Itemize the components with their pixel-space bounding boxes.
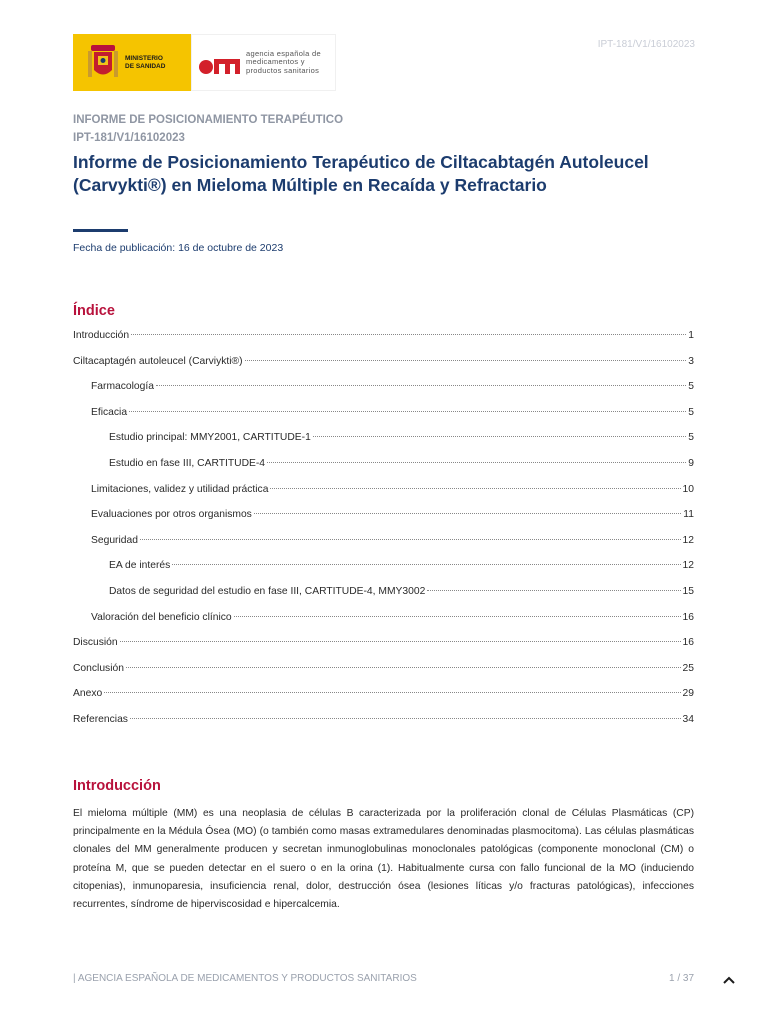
report-type: INFORME DE POSICIONAMIENTO TERAPÉUTICO <box>73 114 344 126</box>
toc-item-label: Referencias <box>73 713 128 725</box>
toc-leader-dots <box>120 641 681 642</box>
toc-item[interactable] <box>73 458 694 484</box>
toc-item-label: Seguridad <box>91 534 138 546</box>
toc-item-page: 29 <box>682 688 694 700</box>
toc-item-page: 16 <box>682 611 694 623</box>
toc-item-page: 15 <box>682 585 694 597</box>
footer-agency: | AGENCIA ESPAÑOLA DE MEDICAMENTOS Y PRODUCTOS SANITARIOS <box>73 973 417 984</box>
toc-leader-dots <box>104 692 680 693</box>
coat-of-arms-icon <box>87 43 119 83</box>
toc-item[interactable] <box>73 407 694 433</box>
toc-item-label: Eficacia <box>91 406 128 418</box>
toc-item[interactable] <box>73 637 694 663</box>
toc-leader-dots <box>129 411 686 412</box>
toc-item-label: Introducción <box>73 330 130 341</box>
toc-item-page: 25 <box>682 662 694 674</box>
ministerio-logo <box>73 34 191 91</box>
toc-item-label: Discusión <box>73 637 118 649</box>
publication-date: Fecha de publicación: 16 de octubre de 2023 <box>73 242 284 254</box>
toc-leader-dots <box>234 616 681 617</box>
toc-item-label: Evaluaciones por otros organismos <box>91 509 252 521</box>
toc-item-page: 11 <box>683 509 694 521</box>
aemps-am-icon <box>198 49 242 77</box>
toc-item[interactable] <box>73 484 694 510</box>
toc-item[interactable] <box>73 535 694 561</box>
toc-item-label: Datos de seguridad del estudio en fase III, CARTITUDE-4, MMY3002 <box>109 585 426 597</box>
toc-leader-dots <box>313 436 686 437</box>
agency-line-3: productos sanitarios <box>246 65 320 75</box>
toc-item-label: Conclusión <box>73 662 124 674</box>
toc-item[interactable] <box>73 330 694 356</box>
toc-item-page: 1 <box>688 330 694 341</box>
toc-leader-dots <box>156 385 686 386</box>
toc-leader-dots <box>427 590 680 591</box>
toc-item-page: 5 <box>688 406 694 418</box>
doc-ref-top: IPT-181/V1/16102023 <box>597 39 695 50</box>
toc-item-label: Estudio en fase III, CARTITUDE-4 <box>109 457 266 469</box>
toc-item[interactable] <box>73 586 694 612</box>
toc-item-label: Limitaciones, validez y utilidad práctica <box>91 483 269 495</box>
footer-page-number: 1 / 37 <box>669 973 695 984</box>
toc-leader-dots <box>172 564 680 565</box>
toc-item-page: 10 <box>682 483 694 495</box>
intro-paragraph: El mieloma múltiple (MM) es una neoplasia de células B caracterizada por la proliferación clonal de Células Plasmáticas (CP) principalmente en la Médula Ósea (MO) (o también como masas extramedulares denominadas plasmocitoma). Las células plasmáticas clonales del MM generalmente producen y secretan inmunoglobulinas monoclonales patológicas (componente monoclonal (CM) o proteína M, que se pueden detectar en el suero o en la orina (1). Habitualmente cursa con fallo funcional de la MO (induciendo citopenias), inmunoparesia, insuficiencia renal, dolor, destrucción ósea (lesiones líticas y/o fracturas patológicas), infecciones recurrentes, síndrome de hiperviscosidad e hipercalcemia. <box>73 808 694 911</box>
toc-item-page: 5 <box>688 432 694 444</box>
toc-item-page: 12 <box>682 560 694 572</box>
toc-item[interactable] <box>73 432 694 458</box>
ministerio-line-2: DE SANIDAD <box>125 62 166 70</box>
toc-leader-dots <box>131 334 686 335</box>
toc-item[interactable] <box>73 560 694 586</box>
ministerio-line-1: MINISTERIO <box>125 54 163 62</box>
toc-item[interactable] <box>73 714 694 740</box>
title-underline <box>73 229 128 232</box>
toc-item-page: 34 <box>682 713 694 725</box>
report-code: IPT-181/V1/16102023 <box>73 132 185 144</box>
toc-leader-dots <box>140 539 681 540</box>
toc-leader-dots <box>245 360 686 361</box>
agency-line-2: medicamentos y <box>246 57 305 67</box>
toc-item-page: 5 <box>688 381 694 393</box>
toc-item[interactable] <box>73 688 694 714</box>
toc-item-label: Estudio principal: MMY2001, CARTITUDE-1 <box>109 432 311 444</box>
toc-item-page: 16 <box>682 637 694 649</box>
toc-item-label: EA de interés <box>109 560 171 572</box>
page-title: Informe de Posicionamiento Terapéutico de Ciltacabtagén Autoleucel (Carvykti®) en Mieloma Múltiple en Recaída y Refractario <box>73 152 649 195</box>
toc-item[interactable] <box>73 356 694 382</box>
toc-item-label: Farmacología <box>91 381 154 393</box>
chevron-up-icon[interactable] <box>722 975 736 985</box>
toc-heading: Índice <box>73 303 115 319</box>
intro-heading: Introducción <box>73 778 161 794</box>
toc-leader-dots <box>267 462 686 463</box>
toc-item[interactable] <box>73 509 694 535</box>
table-of-contents <box>73 330 694 740</box>
toc-leader-dots <box>130 718 681 719</box>
toc-leader-dots <box>254 513 681 514</box>
toc-item-label: Valoración del beneficio clínico <box>91 611 232 623</box>
pre-title-block <box>73 111 343 147</box>
aemps-logo <box>191 34 336 91</box>
toc-item-page: 9 <box>688 457 694 469</box>
agency-line-1: agencia española de <box>246 48 321 58</box>
toc-item[interactable] <box>73 663 694 689</box>
toc-item[interactable] <box>73 612 694 638</box>
toc-item-page: 12 <box>682 534 694 546</box>
header-logos <box>73 34 336 91</box>
toc-item-page: 3 <box>688 355 694 367</box>
toc-item-label: Ciltacaptagén autoleucel (Carviykti®) <box>73 355 243 367</box>
toc-leader-dots <box>126 667 681 668</box>
toc-leader-dots <box>270 488 680 489</box>
toc-item-label: Anexo <box>73 688 103 700</box>
toc-item[interactable] <box>73 381 694 407</box>
